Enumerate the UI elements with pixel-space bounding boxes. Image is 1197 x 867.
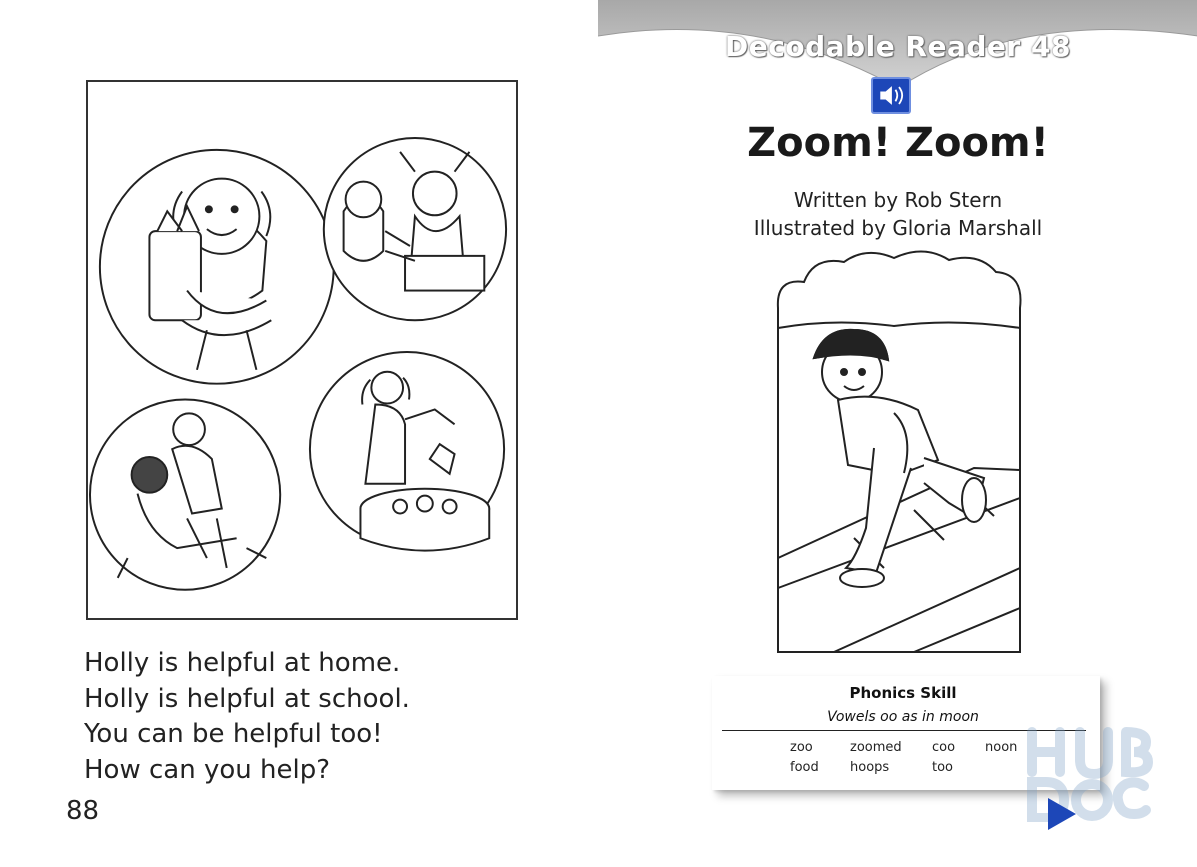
watermark-logo: [1022, 722, 1162, 822]
illustrator-credit: Illustrated by Gloria Marshall: [753, 216, 1043, 240]
author-credit: Written by Rob Stern: [793, 188, 1003, 212]
story-line: You can be helpful too!: [84, 719, 383, 749]
phonics-word: noon: [985, 740, 1018, 755]
phonics-word: zoo: [790, 740, 813, 755]
story-text: [84, 646, 504, 788]
phonics-heading: Phonics Skill: [849, 684, 957, 702]
phonics-word: food: [790, 760, 819, 775]
book-title: Zoom! Zoom!: [747, 120, 1049, 166]
phonics-word: too: [932, 760, 954, 775]
speaker-icon: [873, 79, 909, 112]
audio-button[interactable]: [871, 77, 911, 114]
cover-illustration: [774, 248, 1026, 654]
credits: [700, 186, 1096, 242]
phonics-word: coo: [932, 740, 956, 755]
story-illustration: [86, 80, 518, 620]
next-page-button[interactable]: [1046, 796, 1078, 832]
phonics-word: hoops: [850, 760, 890, 775]
phonics-word: zoomed: [850, 740, 902, 755]
story-line: Holly is helpful at school.: [84, 683, 410, 714]
story-line: Holly is helpful at home.: [84, 648, 401, 678]
play-arrow-icon: [1046, 796, 1078, 832]
story-line: How can you help?: [84, 754, 330, 785]
page-number: 88: [66, 796, 100, 826]
phonics-subheading: Vowels oo as in moon: [827, 709, 979, 725]
series-title: Decodable Reader 48: [725, 30, 1071, 63]
